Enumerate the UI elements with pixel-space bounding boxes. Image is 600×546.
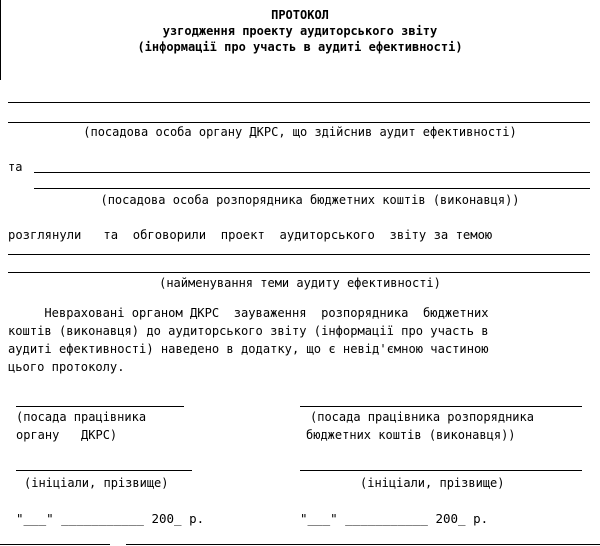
date-right: "___" ___________ 200_ р. (300, 511, 489, 526)
signature-line-left-initials (16, 470, 192, 471)
signature-line-left-position (16, 406, 184, 407)
fill-line-official-dkrs-2 (8, 122, 590, 123)
date-left: "___" ___________ 200_ р. (16, 511, 205, 526)
caption-right-position-1: (посада працівника розпорядника (310, 410, 534, 424)
caption-official-dkrs: (посадова особа органу ДКРС, що здійснив аудит ефективності) (83, 125, 517, 139)
paragraph-line-3: аудиті ефективності) наведено в додатку, що є невід'ємною частиною (8, 342, 489, 356)
caption-right-position-2: бюджетних коштів (виконавця)) (306, 428, 516, 442)
caption-left-position-2: органу ДКРС) (16, 428, 118, 442)
document-subtitle-line2: (інформації про участь в аудиті ефективності) (137, 40, 463, 54)
fill-line-official-dkrs-1 (8, 102, 590, 103)
fill-line-topic-2 (8, 272, 590, 273)
document-subtitle-line1: узгодження проекту аудиторського звіту (162, 24, 438, 38)
fill-line-official-budget-2 (34, 188, 590, 189)
caption-left-initials: (ініціали, прізвище) (24, 476, 169, 490)
paragraph-line-4: цього протоколу. (8, 360, 125, 374)
caption-official-budget: (посадова особа розпорядника бюджетних коштів (виконавця)) (100, 193, 520, 207)
reviewed-text: розглянули та обговорили проект аудиторського звіту за темою (8, 228, 493, 242)
bottom-line-right (126, 544, 600, 545)
paragraph-line-1: Неврахованi органом ДКРС зауваження розпорядника бюджетних (8, 306, 489, 320)
label-and: та (8, 160, 23, 174)
fill-line-topic-1 (8, 254, 590, 255)
paragraph-line-2: коштів (виконавця) до аудиторського звіту (інформації про участь в (8, 324, 489, 338)
caption-right-initials: (ініціали, прізвище) (360, 476, 505, 490)
signature-line-right-position (300, 406, 582, 407)
fill-line-official-budget-1 (34, 172, 590, 173)
caption-left-position-1: (посада працівника (16, 410, 147, 424)
caption-audit-topic: (найменування теми аудиту ефективності) (159, 276, 441, 290)
signature-line-right-initials (300, 470, 582, 471)
bottom-line-left (0, 544, 110, 545)
document-title: ПРОТОКОЛ (271, 8, 329, 22)
